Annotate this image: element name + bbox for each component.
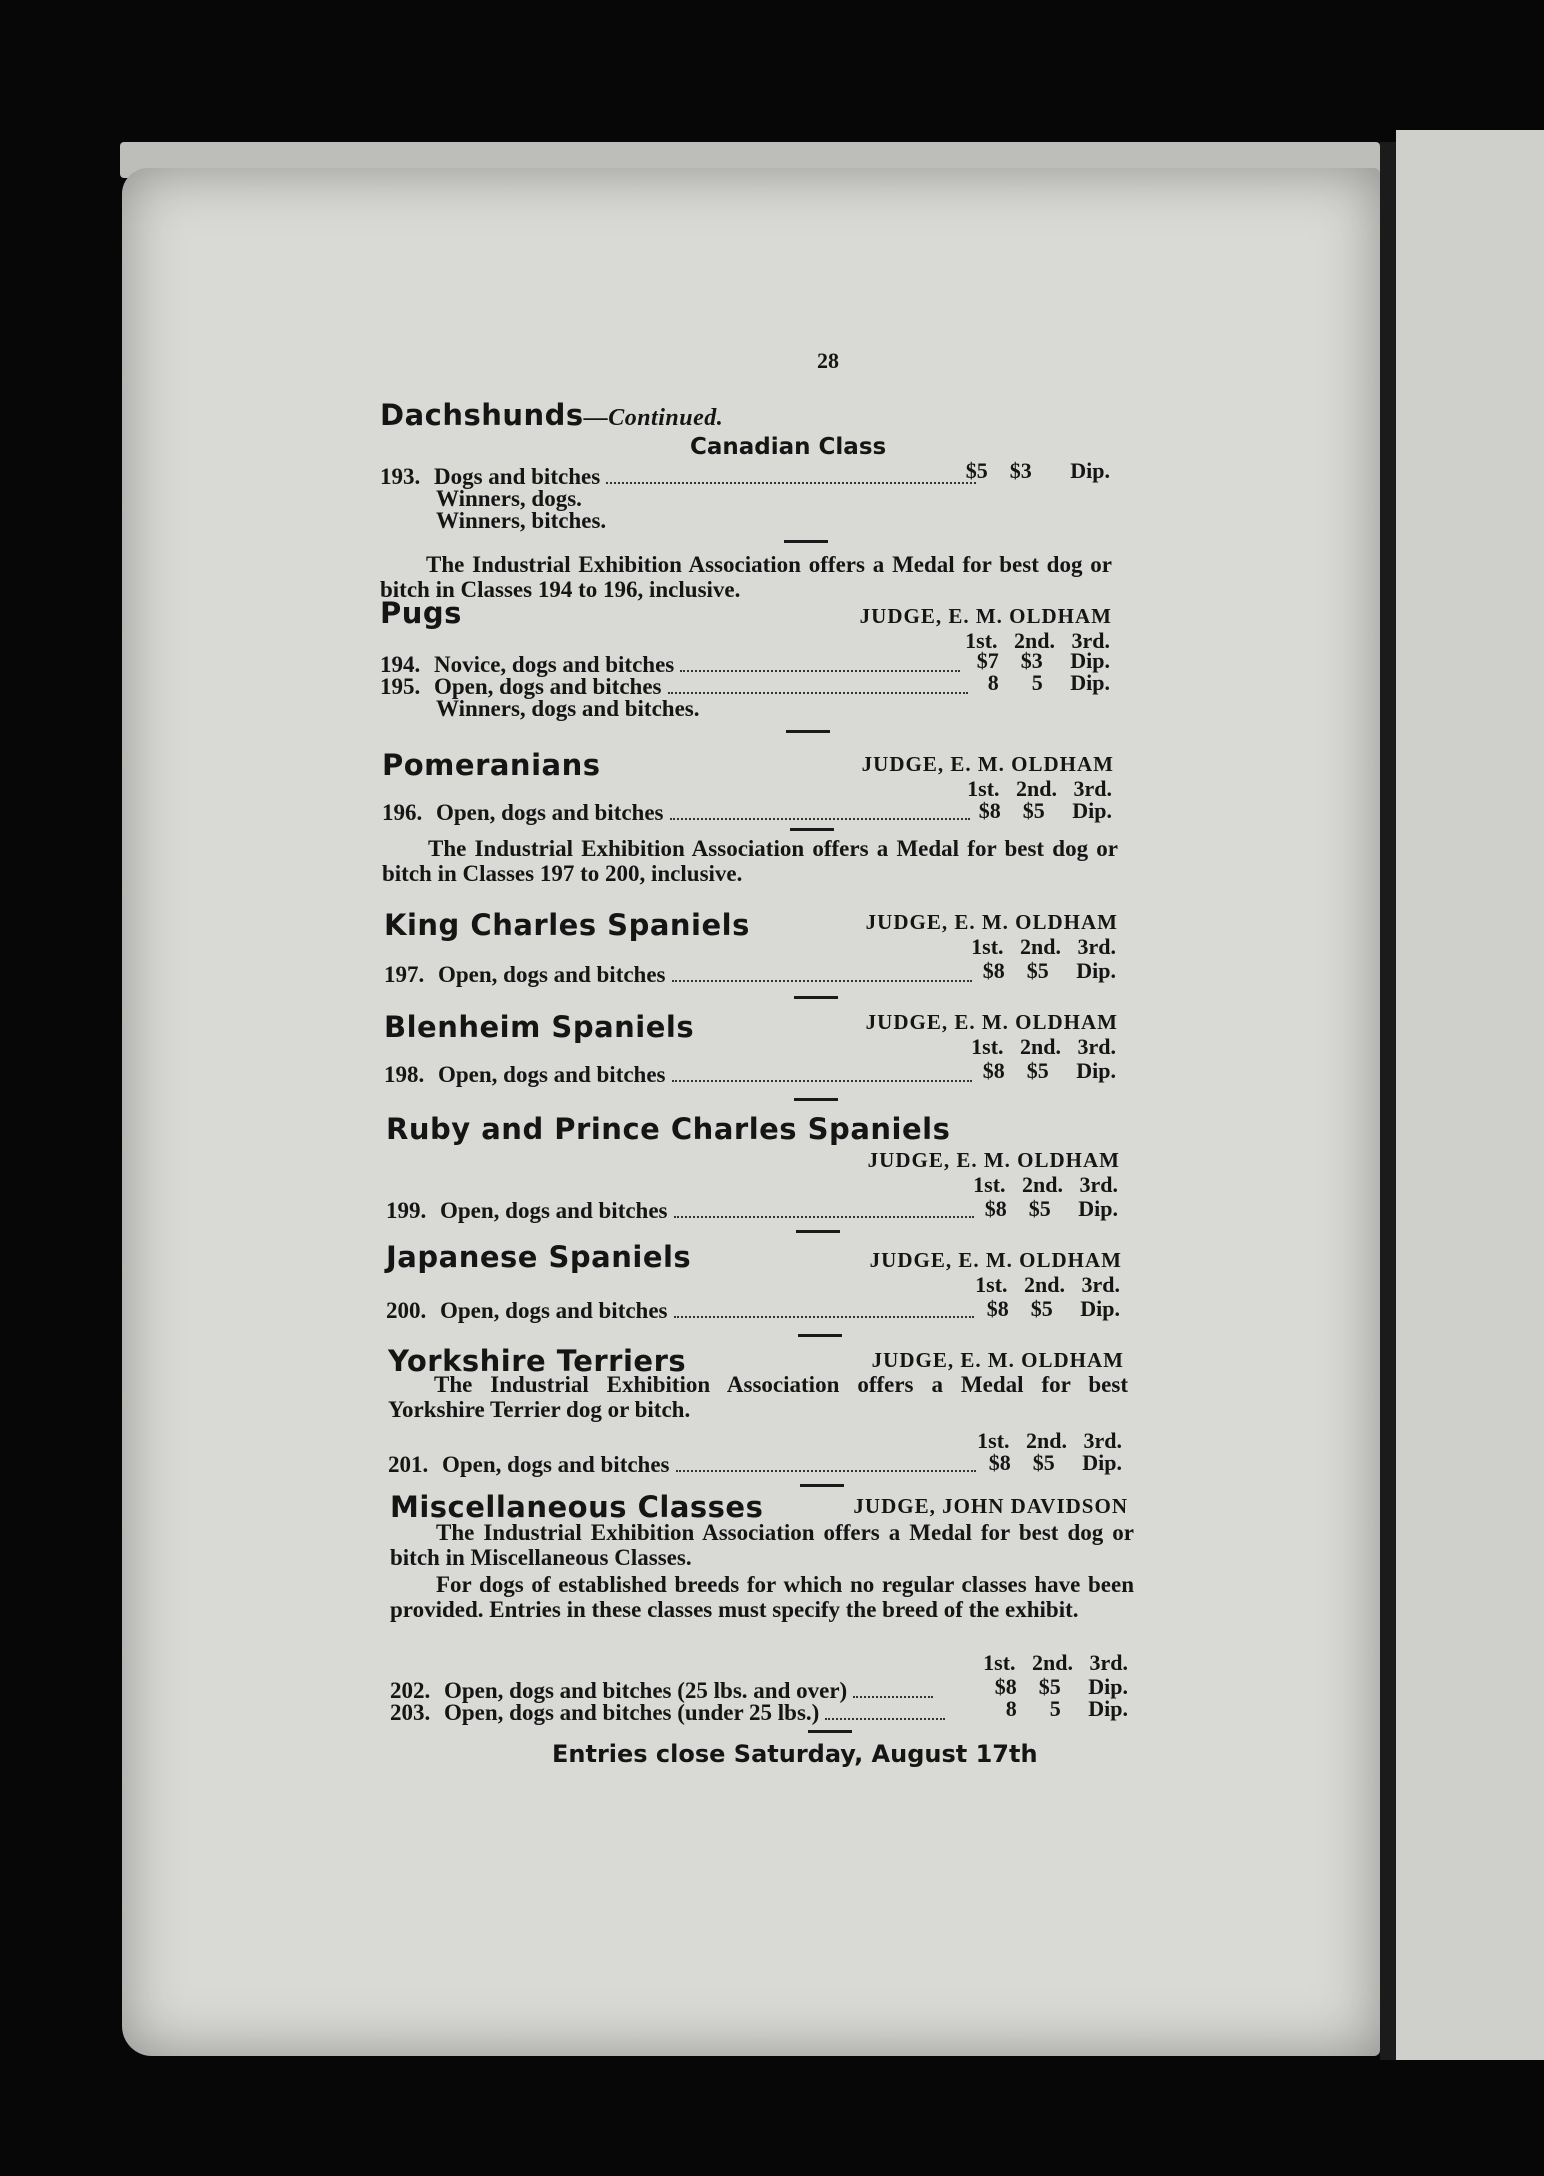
entry-number: 197.	[384, 962, 425, 987]
prize-values: $8 $5 Dip.	[994, 1674, 1128, 1699]
section-divider	[794, 996, 838, 999]
entry-number: 201.	[388, 1452, 429, 1477]
judge-name: JUDGE, E. M. OLDHAM	[871, 1348, 1124, 1372]
entry-description: Dogs and bitches	[434, 464, 601, 489]
prize-values: $7 $3 Dip.	[976, 648, 1110, 673]
prize-values: 8 5 Dip.	[987, 670, 1110, 695]
entry-201	[388, 1452, 976, 1478]
catalog-page	[122, 168, 1380, 2056]
section-divider	[790, 828, 834, 831]
entry-description: Open, dogs and bitches (25 lbs. and over)	[444, 1678, 848, 1703]
medal-note	[380, 552, 1112, 602]
prize-values: $8 $5 Dip.	[982, 958, 1116, 983]
page-content	[380, 168, 1260, 1768]
yorkshire-medal-note	[388, 1372, 1128, 1422]
judge-name: JUDGE, E. M. OLDHAM	[865, 1010, 1118, 1034]
section-title-pugs: Pugs	[380, 596, 462, 630]
entry-description: Open, dogs and bitches (under 25 lbs.)	[444, 1700, 820, 1725]
entry-number: 200.	[386, 1298, 427, 1323]
medal-note-text: The Industrial Exhibition Association offers a Medal for best dog or bitch in Miscellaneous Classes.	[390, 1520, 1134, 1570]
section-title-blenheim: Blenheim Spaniels	[384, 1010, 695, 1044]
entry-203	[390, 1700, 945, 1726]
entry-description: Open, dogs and bitches	[438, 962, 666, 987]
entry-199	[386, 1198, 974, 1224]
dachshunds-title: Dachshunds	[380, 398, 584, 432]
section-divider	[796, 1230, 840, 1233]
judge-name: JUDGE, E. M. OLDHAM	[865, 910, 1118, 934]
medal-note	[382, 836, 1118, 886]
winners-label: Winners, dogs and bitches.	[436, 696, 700, 721]
entry-number: 194.	[380, 652, 421, 677]
medal-note-text: The Industrial Exhibition Association offers a Medal for best Yorkshire Terrier dog or bitch.	[388, 1372, 1128, 1422]
entry-description: Novice, dogs and bitches	[434, 652, 675, 677]
prize-header: 1st. 2nd. 3rd.	[965, 628, 1110, 653]
medal-note-text: The Industrial Exhibition Association offers a Medal for best dog or bitch in Classes 197 to 200, inclusive.	[382, 836, 1118, 886]
judge-name: JUDGE, E. M. OLDHAM	[859, 604, 1112, 628]
prize-header: 1st. 2nd. 3rd.	[967, 776, 1112, 801]
section-divider	[800, 1484, 844, 1487]
winners-label: Winners, bitches.	[436, 508, 607, 533]
entries-close-notice: Entries close Saturday, August 17th	[552, 1740, 1038, 1768]
entry-description: Open, dogs and bitches	[438, 1062, 666, 1087]
winners-bitches	[436, 508, 606, 534]
canadian-class-heading: Canadian Class	[690, 434, 887, 460]
entry-number: 195.	[380, 674, 421, 699]
section-title-king-charles: King Charles Spaniels	[384, 908, 750, 942]
judge-name: JUDGE, E. M. OLDHAM	[867, 1148, 1120, 1172]
section-title-yorkshire: Yorkshire Terriers	[388, 1344, 687, 1378]
prize-header: 1st. 2nd. 3rd.	[971, 1034, 1116, 1059]
judge-name: JUDGE, E. M. OLDHAM	[861, 752, 1114, 776]
book-spine	[1380, 142, 1396, 2060]
prize-values: 8 5 Dip.	[1005, 1696, 1128, 1721]
section-divider	[786, 730, 830, 733]
adjacent-page-edge	[1396, 130, 1544, 2060]
entry-number: 202.	[390, 1678, 431, 1703]
entry-description: Open, dogs and bitches	[442, 1452, 670, 1477]
section-title-japanese: Japanese Spaniels	[386, 1240, 692, 1274]
entry-number: 199.	[386, 1198, 427, 1223]
section-title-pomeranians: Pomeranians	[382, 748, 601, 782]
winners-line	[436, 696, 700, 722]
page-number: 28	[817, 348, 839, 373]
entry-description: Open, dogs and bitches	[440, 1298, 668, 1323]
continued-label: —Continued.	[583, 405, 724, 431]
entry-number: 203.	[390, 1700, 431, 1725]
entry-description: Open, dogs and bitches	[434, 674, 662, 699]
medal-note-text: The Industrial Exhibition Association offers a Medal for best dog or bitch in Classes 194 to 196, inclusive.	[380, 552, 1112, 602]
prize-values: $8 $5 Dip.	[986, 1296, 1120, 1321]
section-divider	[808, 1730, 852, 1733]
judge-name: JUDGE, JOHN DAVIDSON	[853, 1494, 1128, 1518]
section-divider	[794, 1098, 838, 1101]
entry-description: Open, dogs and bitches	[436, 800, 664, 825]
winners-label: Winners, dogs.	[436, 486, 582, 511]
section-divider	[798, 1334, 842, 1337]
misc-medal-note	[390, 1520, 1134, 1570]
entry-description: Open, dogs and bitches	[440, 1198, 668, 1223]
prize-values: $8 $5 Dip.	[988, 1450, 1122, 1475]
judge-name: JUDGE, E. M. OLDHAM	[869, 1248, 1122, 1272]
prize-header: 1st. 2nd. 3rd.	[977, 1428, 1122, 1453]
prize-values: $8 $5 Dip.	[984, 1196, 1118, 1221]
entry-number: 193.	[380, 464, 421, 489]
entry-200	[386, 1298, 974, 1324]
prize-header: 1st. 2nd. 3rd.	[971, 934, 1116, 959]
prize-values: $8 $5 Dip.	[978, 798, 1112, 823]
prize-values: $5 $3 Dip.	[965, 458, 1110, 483]
entry-number: 196.	[382, 800, 423, 825]
prize-header: 1st. 2nd. 3rd.	[983, 1650, 1128, 1675]
misc-breed-note	[390, 1572, 1134, 1622]
prize-header: 1st. 2nd. 3rd.	[973, 1172, 1118, 1197]
entry-198	[384, 1062, 972, 1088]
section-divider	[784, 540, 828, 543]
prize-values: $8 $5 Dip.	[982, 1058, 1116, 1083]
prize-header: 1st. 2nd. 3rd.	[975, 1272, 1120, 1297]
section-title-dachshunds	[380, 398, 723, 432]
breed-note-text: For dogs of established breeds for which no regular classes have been provided. Entries in these classes must specify the breed of the exhibit.	[390, 1572, 1134, 1622]
entry-197	[384, 962, 972, 988]
entry-number: 198.	[384, 1062, 425, 1087]
section-title-miscellaneous: Miscellaneous Classes	[390, 1490, 764, 1524]
section-title-ruby: Ruby and Prince Charles Spaniels	[386, 1112, 951, 1146]
